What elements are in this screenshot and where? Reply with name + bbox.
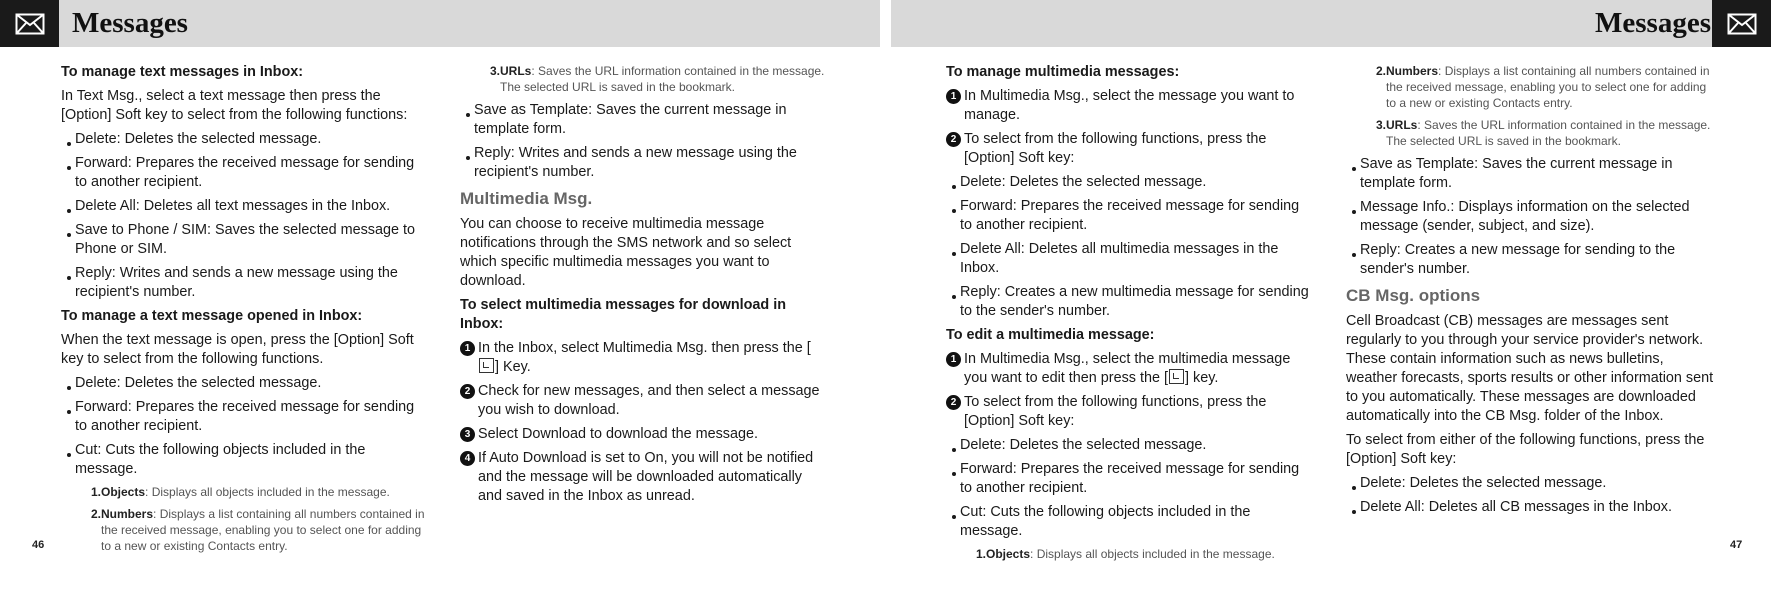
step-item <box>460 449 825 506</box>
sub-item-text: : Displays all objects included in the message. <box>145 485 390 499</box>
sub-item-label: 3.URLs <box>490 64 532 78</box>
paragraph: To select from either of the following functions, press the [Option] Soft key: <box>1346 432 1705 467</box>
envelope-icon <box>1727 13 1757 35</box>
section-title-multimedia-msg: Multimedia Msg. <box>460 189 593 208</box>
bullet-list <box>946 173 1311 321</box>
column-4 <box>1346 63 1716 522</box>
heading-manage-text-inbox: To manage text messages in Inbox: <box>61 64 304 80</box>
column-3 <box>946 63 1311 568</box>
step-number-2: 2 <box>460 384 475 399</box>
heading-manage-opened-text: To manage a text message opened in Inbox: <box>61 308 363 324</box>
section-title-cb-msg-options: CB Msg. options <box>1346 286 1481 305</box>
list-item: Delete: Deletes the selected message. <box>946 173 1311 192</box>
step-number-3: 3 <box>460 427 475 442</box>
page-number-left: 46 <box>32 539 45 551</box>
list-item: Delete: Deletes the selected message. <box>946 436 1311 455</box>
sub-item <box>75 506 427 554</box>
sub-item <box>960 546 1311 562</box>
page-number-right: 47 <box>1730 539 1743 551</box>
header-icon-box-left <box>0 0 59 47</box>
list-item: Save as Template: Saves the current message in template form. <box>460 101 825 139</box>
step-text: To select from the following functions, press the [Option] Soft key: <box>964 394 1267 429</box>
paragraph: You can choose to receive multimedia message notifications through the SMS network and so select which specific multimedia messages you want to download. <box>460 216 792 289</box>
bullet-list <box>61 130 427 302</box>
sub-item <box>1360 117 1716 149</box>
bullet-list <box>1346 474 1716 517</box>
sub-item-label: 2.Numbers <box>1376 64 1439 78</box>
column-2 <box>460 63 825 511</box>
list-item: Save to Phone / SIM: Saves the selected message to Phone or SIM. <box>61 221 427 259</box>
list-item: Forward: Prepares the received message for sending to another recipient. <box>946 197 1311 235</box>
sub-item-text: : Displays all objects included in the message. <box>1030 547 1275 561</box>
step-text: ] Key. <box>495 359 531 375</box>
list-item: Forward: Prepares the received message for sending to another recipient. <box>946 460 1311 498</box>
bullet-list <box>61 374 427 479</box>
step-text: If Auto Download is set to On, you will not be notified and the message will be downloaded automatically and saved in the Inbox as unread. <box>478 450 814 504</box>
list-item: Forward: Prepares the received message for sending to another recipient. <box>61 154 427 192</box>
page-title-left: Messages <box>72 7 188 39</box>
sub-item <box>75 484 427 500</box>
step-item <box>946 393 1311 431</box>
step-item <box>460 382 825 420</box>
step-text: In Multimedia Msg., select the multimedia message you want to edit then press the [ <box>964 351 1291 386</box>
list-item: Reply: Creates a new message for sending to the sender's number. <box>1346 241 1716 279</box>
list-item: Cut: Cuts the following objects included in the message. <box>61 441 427 479</box>
heading-select-mms-download: To select multimedia messages for download in Inbox: <box>460 297 786 332</box>
list-item: Reply: Creates a new multimedia message for sending to the sender's number. <box>946 283 1311 321</box>
list-item: Delete: Deletes the selected message. <box>61 130 427 149</box>
list-item: Delete All: Deletes all text messages in the Inbox. <box>61 197 427 216</box>
step-item <box>946 130 1311 168</box>
sub-item <box>474 63 825 95</box>
bullet-list <box>946 436 1311 541</box>
key-icon <box>1169 369 1184 384</box>
paragraph: In Text Msg., select a text message then press the [Option] Soft key to select from the following functions: <box>61 88 408 123</box>
bullet-list <box>1346 155 1716 279</box>
list-item: Forward: Prepares the received message for sending to another recipient. <box>61 398 427 436</box>
heading-edit-mms: To edit a multimedia message: <box>946 327 1155 343</box>
step-text: To select from the following functions, press the [Option] Soft key: <box>964 131 1267 166</box>
list-item: Reply: Writes and sends a new message using the recipient's number. <box>460 144 825 182</box>
list-item: Reply: Writes and sends a new message using the recipient's number. <box>61 264 427 302</box>
list-item: Delete All: Deletes all multimedia messages in the Inbox. <box>946 240 1311 278</box>
sub-item-text: : Saves the URL information contained in the message. The selected URL is saved in the bookmark. <box>1386 118 1711 148</box>
bullet-list <box>460 101 825 182</box>
sub-item-text: : Displays a list containing all numbers contained in the received message, enabling you to select one for adding to a new or existing Contacts entry. <box>1386 64 1710 110</box>
sub-item <box>1360 63 1716 111</box>
paragraph: When the text message is open, press the [Option] Soft key to select from the following functions. <box>61 332 414 367</box>
step-item <box>946 87 1311 125</box>
list-item: Delete: Deletes the selected message. <box>1346 474 1716 493</box>
sub-item-label: 1.Objects <box>976 547 1031 561</box>
envelope-icon <box>15 13 45 35</box>
page-title-right: Messages <box>1595 7 1711 39</box>
sub-item-text: : Displays a list containing all numbers contained in the received message, enabling you to select one for adding to a new or existing Contacts entry. <box>101 507 425 553</box>
list-item: Save as Template: Saves the current message in template form. <box>1346 155 1716 193</box>
step-number-1: 1 <box>460 341 475 356</box>
step-text: Select Download to download the message. <box>478 426 758 442</box>
step-number-2: 2 <box>946 132 961 147</box>
list-item: Delete: Deletes the selected message. <box>61 374 427 393</box>
list-item: Message Info.: Displays information on the selected message (sender, subject, and size). <box>1346 198 1716 236</box>
step-item <box>946 350 1311 388</box>
key-icon <box>479 358 494 373</box>
step-number-4: 4 <box>460 451 475 466</box>
list-item: Delete All: Deletes all CB messages in the Inbox. <box>1346 498 1716 517</box>
sub-item-label: 3.URLs <box>1376 118 1418 132</box>
sub-item-label: 2.Numbers <box>91 507 154 521</box>
heading-manage-mms: To manage multimedia messages: <box>946 64 1180 80</box>
list-item: Cut: Cuts the following objects included in the message. <box>946 503 1311 541</box>
step-number-1: 1 <box>946 352 961 367</box>
sub-item-text: : Saves the URL information contained in the message. The selected URL is saved in the bookmark. <box>500 64 825 94</box>
step-text: ] key. <box>1185 370 1219 386</box>
step-text: In Multimedia Msg., select the message you want to manage. <box>964 88 1295 123</box>
step-text: Check for new messages, and then select a message you wish to download. <box>478 383 820 418</box>
step-text: In the Inbox, select Multimedia Msg. then press the [ <box>478 340 811 356</box>
header-icon-box-right <box>1712 0 1771 47</box>
paragraph: Cell Broadcast (CB) messages are messages sent regularly to you through your service provider's network. These contain information such as news bulletins, weather forecasts, sports results or other information sent to you automatically. These messages are downloaded automatically into the CB Msg. folder of the Inbox. <box>1346 313 1714 424</box>
step-number-2: 2 <box>946 395 961 410</box>
step-item <box>460 425 825 444</box>
column-1 <box>61 63 427 560</box>
step-item <box>460 339 825 377</box>
step-number-1: 1 <box>946 89 961 104</box>
sub-item-label: 1.Objects <box>91 485 146 499</box>
